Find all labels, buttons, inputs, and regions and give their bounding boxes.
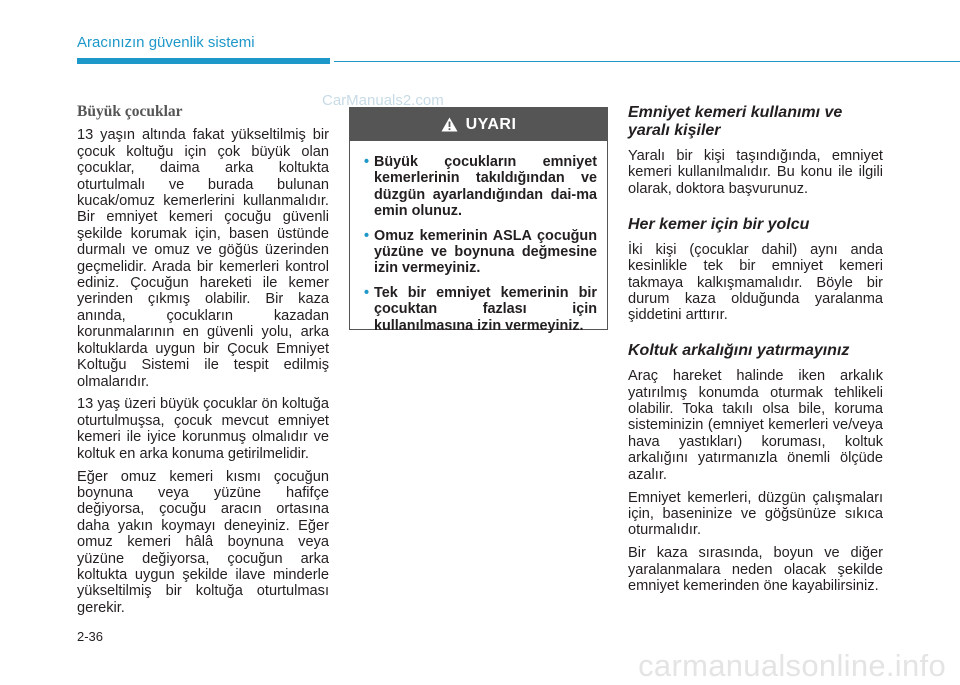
body-paragraph: Bir kaza sırasında, boyun ve diğer yaralanmalara neden olacak şekilde emniyet kemerinden öne kayabilirsiniz. [628, 545, 883, 595]
subsection-heading: Her kemer için bir yolcu [628, 215, 810, 233]
warning-triangle-icon [441, 117, 458, 132]
page-number: 2-36 [77, 629, 104, 644]
warning-item [364, 285, 597, 334]
warning-item [364, 154, 597, 220]
top-watermark: CarManuals2.com [322, 92, 444, 109]
spacer [628, 204, 883, 216]
body-paragraph: 13 yaşın altında fakat yükseltilmiş bir çocuk koltuğu için çok büyük olan çocuklar, daima arka koltukta oturtulmalı ve burada bulunan kucak/omuz kemerlerini kullanmalıdır. Bir emniyet kemeri çocuğu güvenli şekilde korumak için, basen üstünde durmalı ve omuz ve göğüs üzerinden geçmelidir. Arada bir kemerleri kontrol ediniz. Çocuğun hareketi ile kemer yerinden çıkmış olabilir. Bir kaza anında, çocukların kazadan korunmalarının en güvenli yolu, arka koltuklarda uygun bir Çocuk Emniyet Koltuğu Sistemi ile tespit edilmiş olmalarıdır. [77, 127, 329, 390]
bullet-icon: • [364, 227, 370, 244]
body-paragraph: Eğer omuz kemeri kısmı çocuğun boynuna veya yüzüne hafifçe değiyorsa, çocuğu aracın ortasına daha yakın koymayı deneyiniz. Eğer omuz kemeri hâlâ boynuna veya yüzüne değiyorsa, çocuğun arka koltukta uygun şekilde ilave minderle yükseltilmiş bir koltuğa oturtulması gerekir. [77, 468, 329, 616]
warning-title: UYARI [465, 115, 517, 133]
header-accent-bar [77, 58, 330, 64]
body-paragraph: Yaralı bir kişi taşındığında, emniyet kemeri kullanılmalıdır. Bu konu ile ilgili olarak, doktora başvurunuz. [628, 148, 883, 197]
bullet-icon: • [364, 284, 370, 301]
spacer [628, 330, 883, 342]
section-header-title: Aracınızın güvenlik sistemi [77, 34, 255, 51]
warning-item-text: Büyük çocukların emniyet kemerlerinin takıldığından ve düzgün ayarlandığından dai-ma emin olunuz. [374, 154, 597, 220]
warning-header [350, 108, 607, 141]
body-paragraph: Emniyet kemerleri, düzgün çalışmaları için, baseninize ve göğsünüze sıkıca oturmalıdır. [628, 489, 883, 539]
body-paragraph: 13 yaş üzeri büyük çocuklar ön koltuğa oturtulmuşsa, çocuk mevcut emniyet kemeri ile iyice korunmuş olmalıdır ve koltuk en arka konuma getirilmelidir. [77, 396, 329, 462]
right-column [628, 104, 883, 601]
warning-item-text: Omuz kemerinin ASLA çocuğun yüzüne ve boynuna değmesine izin vermeyiniz. [374, 227, 597, 277]
warning-list [350, 141, 607, 334]
warning-item [364, 228, 597, 277]
warning-box [349, 107, 608, 334]
bullet-icon: • [364, 154, 370, 170]
warning-item-text: Tek bir emniyet kemerinin bir çocuktan fazlası için kullanılmasına izin vermeyiniz. [374, 284, 597, 334]
subsection-heading: Emniyet kemeri kullanımı ve yaralı kişiler [628, 104, 843, 139]
subsection-heading: Koltuk arkalığını yatırmayınız [628, 342, 850, 360]
body-paragraph: Araç hareket halinde iken arkalık yatırılmış konumda oturmak tehlikeli olabilir. Toka takılı olsa bile, koruma sisteminizin (emniyet kemerleri ve/veya hava yastıkları) koruması, koltuk arkalığını yatırmanızla önemli ölçüde azalır. [628, 368, 883, 483]
header-rule [334, 61, 960, 62]
body-paragraph: İki kişi (çocuklar dahil) aynı anda kesinlikle tek bir emniyet kemeri takmaya kalkışmamalıdır. Böyle bir durum kaza olduğunda yaralanma şiddetini arttırır. [628, 241, 883, 324]
footer-watermark: carmanualsonline.info [638, 648, 946, 683]
subsection-heading: Büyük çocuklar [77, 103, 183, 120]
left-column [77, 104, 329, 623]
